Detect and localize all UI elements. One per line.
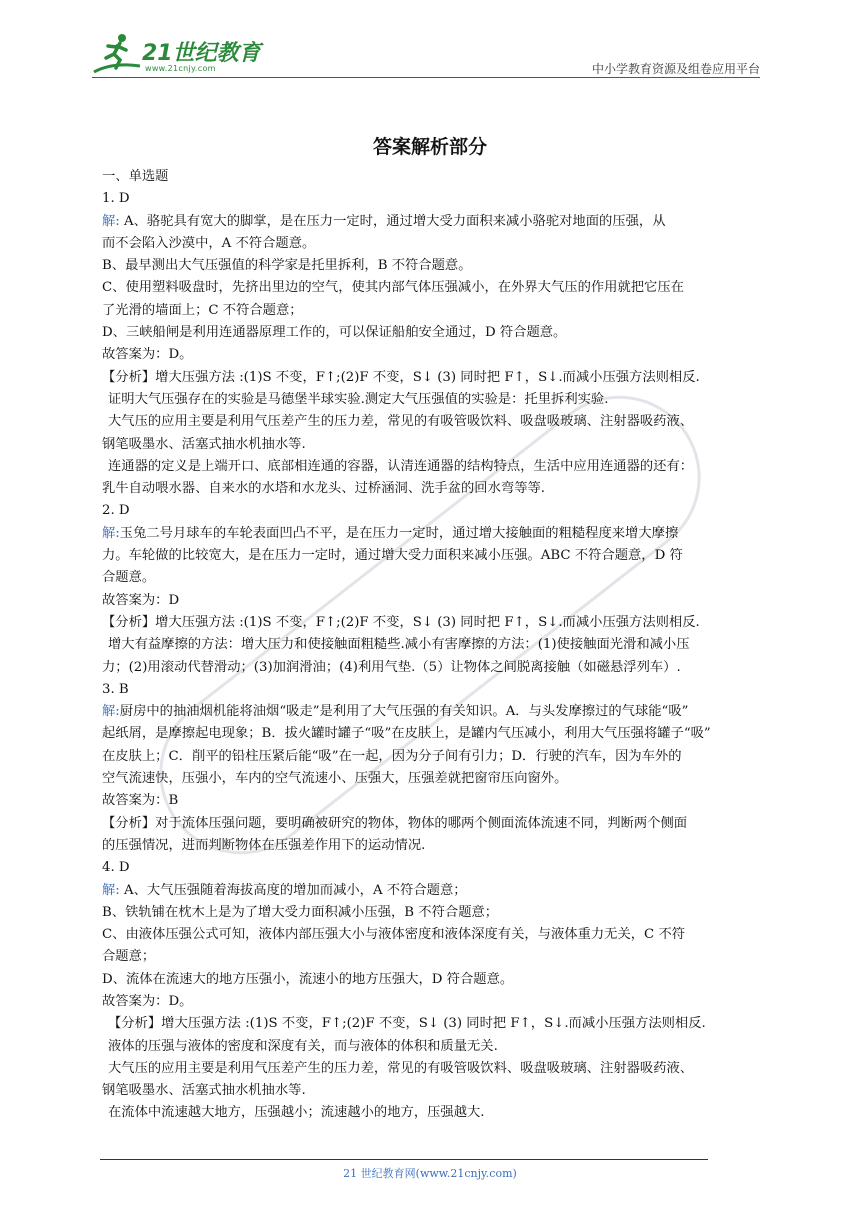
text-line bbox=[102, 991, 766, 1013]
page-title: 答案解析部分 bbox=[372, 136, 487, 158]
runner-logo-icon bbox=[92, 32, 144, 76]
solution-label: 解: bbox=[102, 704, 120, 720]
line-text: 空气流速快，压强小，车内的空气流速小、压强大，压强差就把窗帘压向窗外。 bbox=[102, 771, 568, 787]
text-line bbox=[102, 389, 766, 411]
line-text: C、由液体压强公式可知，液体内部压强大小与液体密度和液体深度有关，与液体重力无关，C 不符 bbox=[102, 927, 686, 943]
line-text: A、大气压强随着海拔高度的增加而减小，A 不符合题意； bbox=[119, 882, 467, 898]
text-line bbox=[102, 835, 766, 857]
line-text: 液体的压强与液体的密度和深度有关，而与液体的体积和质量无关. bbox=[108, 1038, 498, 1054]
line-text: 【分析】增大压强方法 :(1)S 不变，F↑;(2)F 不变，S↓ (3) 同时把 F↑，S↓.而减小压强方法则相反. bbox=[108, 1016, 706, 1032]
text-line bbox=[102, 567, 766, 589]
text-line bbox=[102, 322, 766, 344]
line-text: B、最早测出大气压强值的科学家是托里拆利，B 不符合题意。 bbox=[102, 258, 472, 274]
text-line bbox=[102, 880, 766, 902]
text-line bbox=[102, 367, 766, 389]
line-text: 力；(2)用滚动代替滑动；(3)加润滑油；(4)利用气垫.（5）让物体之间脱离接触（如磁悬浮列车）. bbox=[102, 659, 681, 675]
solution-label: 解: bbox=[102, 213, 120, 229]
text-line bbox=[102, 590, 766, 612]
text-line bbox=[102, 902, 766, 924]
line-text: 故答案为：D。 bbox=[102, 347, 193, 363]
text-line bbox=[102, 434, 766, 456]
logo bbox=[92, 26, 272, 78]
line-text: 厨房中的抽油烟机能将油烟“吸走”是利用了大气压强的有关知识。A．与头发摩擦过的气球能“吸” bbox=[119, 704, 689, 720]
line-text: 4. D bbox=[102, 860, 130, 876]
text-line bbox=[102, 612, 766, 634]
line-text: D、流体在流速大的地方压强小，流速小的地方压强大，D 符合题意。 bbox=[102, 971, 514, 987]
line-text: 在流体中流速越大地方，压强越小；流速越小的地方，压强越大. bbox=[108, 1105, 485, 1121]
line-text: 乳牛自动喂水器、自来水的水塔和水龙头、过桥涵洞、洗手盆的回水弯等等. bbox=[102, 481, 546, 497]
line-text: 了光滑的墙面上；C 不符合题意； bbox=[102, 302, 303, 318]
text-line bbox=[102, 634, 766, 656]
text-line bbox=[102, 746, 766, 768]
text-line bbox=[102, 1013, 766, 1035]
line-text: 增大有益摩擦的方法：增大压力和使接触面粗糙些.减小有害摩擦的方法：(1)使接触面光滑和减小压 bbox=[108, 637, 690, 653]
text-line bbox=[102, 1102, 766, 1124]
line-text: 【分析】对于流体压强问题，要明确被研究的物体，物体的哪两个侧面流体流速不同，判断两个侧面 bbox=[102, 815, 688, 831]
line-text: 起纸屑，是摩擦起电现象；B．拔火罐时罐子“吸”在皮肤上，是罐内气压减小，利用大气压强将罐子“吸” bbox=[102, 726, 711, 742]
text-line bbox=[102, 523, 766, 545]
line-text: 力。车轮做的比较宽大，是在压力一定时，通过增大受力面积来减小压强。ABC 不符合题意，D 符 bbox=[102, 548, 683, 564]
header-divider bbox=[92, 77, 760, 78]
line-text: 合题意。 bbox=[102, 570, 156, 586]
line-text: 故答案为：D bbox=[102, 592, 180, 608]
text-line bbox=[102, 657, 766, 679]
text-line bbox=[102, 1080, 766, 1102]
text-line bbox=[102, 211, 766, 233]
line-text: 一、单选题 bbox=[102, 169, 169, 184]
line-text: 大气压的应用主要是利用气压差产生的压力差，常见的有吸管吸饮料、吸盘吸玻璃、注射器吸药液、 bbox=[108, 414, 694, 430]
header-platform-text: 中小学教育资源及组卷应用平台 bbox=[591, 62, 760, 76]
line-text: 合题意； bbox=[102, 949, 156, 965]
line-text: 1. D bbox=[102, 191, 130, 207]
line-text: C、使用塑料吸盘时，先挤出里边的空气，使其内部气体压强减小，在外界大气压的作用就把它压在 bbox=[102, 280, 684, 296]
solution-label: 解: bbox=[102, 525, 120, 541]
line-text: 钢笔吸墨水、活塞式抽水机抽水等. bbox=[102, 1083, 306, 1099]
text-line bbox=[102, 768, 766, 790]
page-header bbox=[92, 26, 760, 80]
text-line bbox=[102, 723, 766, 745]
text-line bbox=[102, 344, 766, 366]
text-line bbox=[102, 857, 766, 879]
line-text: 证明大气压强存在的实验是马德堡半球实验.测定大气压强值的实验是：托里拆利实验. bbox=[108, 391, 609, 407]
text-line bbox=[102, 969, 766, 991]
text-line bbox=[102, 1036, 766, 1058]
line-text: 的压强情况，进而判断物体在压强差作用下的运动情况. bbox=[102, 837, 426, 853]
footer-link[interactable]: 21 世纪教育网(www.21cnjy.com) bbox=[343, 1167, 517, 1180]
line-text: D、三峡船闸是利用连通器原理工作的，可以保证船舶安全通过，D 符合题意。 bbox=[102, 325, 567, 341]
line-text: 2. D bbox=[102, 503, 130, 519]
line-text: 玉兔二号月球车的车轮表面凹凸不平，是在压力一定时，通过增大接触面的粗糙程度来增大摩擦 bbox=[119, 525, 679, 541]
line-text: B、铁轨铺在枕木上是为了增大受力面积减小压强，B 不符合题意； bbox=[102, 904, 499, 920]
line-text: 在皮肤上；C．削平的铅柱压紧后能“吸”在一起，因为分子间有引力；D．行驶的汽车，因为车外的 bbox=[102, 748, 682, 764]
text-line bbox=[102, 255, 766, 277]
text-line bbox=[102, 924, 766, 946]
text-line bbox=[102, 500, 766, 522]
text-line bbox=[102, 233, 766, 255]
line-text: 【分析】增大压强方法 :(1)S 不变，F↑;(2)F 不变，S↓ (3) 同时把 F↑，S↓.而减小压强方法则相反. bbox=[102, 614, 700, 630]
text-line bbox=[102, 277, 766, 299]
line-text: 【分析】增大压强方法 :(1)S 不变，F↑;(2)F 不变，S↓ (3) 同时把 F↑，S↓.而减小压强方法则相反. bbox=[102, 369, 700, 385]
text-line bbox=[102, 411, 766, 433]
text-line bbox=[102, 456, 766, 478]
logo-text: 21世纪教育 bbox=[142, 41, 261, 66]
text-line bbox=[102, 813, 766, 835]
line-text: A、骆驼具有宽大的脚掌，是在压力一定时，通过增大受力面积来减小骆驼对地面的压强，从 bbox=[119, 213, 666, 229]
answer-content bbox=[102, 166, 766, 1125]
text-line bbox=[102, 166, 766, 188]
text-line bbox=[102, 946, 766, 968]
line-text: 钢笔吸墨水、活塞式抽水机抽水等. bbox=[102, 436, 306, 452]
line-text: 故答案为：D。 bbox=[102, 993, 193, 1009]
text-line bbox=[102, 188, 766, 210]
text-line bbox=[102, 701, 766, 723]
logo-url: www.21cnjy.com bbox=[145, 64, 216, 73]
line-text: 连通器的定义是上端开口、底部相连通的容器，认清连通器的结构特点，生活中应用连通器的还有： bbox=[108, 458, 694, 474]
line-text: 大气压的应用主要是利用气压差产生的压力差，常见的有吸管吸饮料、吸盘吸玻璃、注射器吸药液、 bbox=[108, 1060, 694, 1076]
footer-divider bbox=[100, 1159, 708, 1160]
text-line bbox=[102, 679, 766, 701]
line-text: 而不会陷入沙漠中，A 不符合题意。 bbox=[102, 235, 316, 251]
line-text: 故答案为：B bbox=[102, 793, 179, 809]
text-line bbox=[102, 300, 766, 322]
text-line bbox=[102, 545, 766, 567]
text-line bbox=[102, 478, 766, 500]
text-line bbox=[102, 790, 766, 812]
text-line bbox=[102, 1058, 766, 1080]
solution-label: 解: bbox=[102, 882, 120, 898]
line-text: 3. B bbox=[102, 681, 129, 697]
